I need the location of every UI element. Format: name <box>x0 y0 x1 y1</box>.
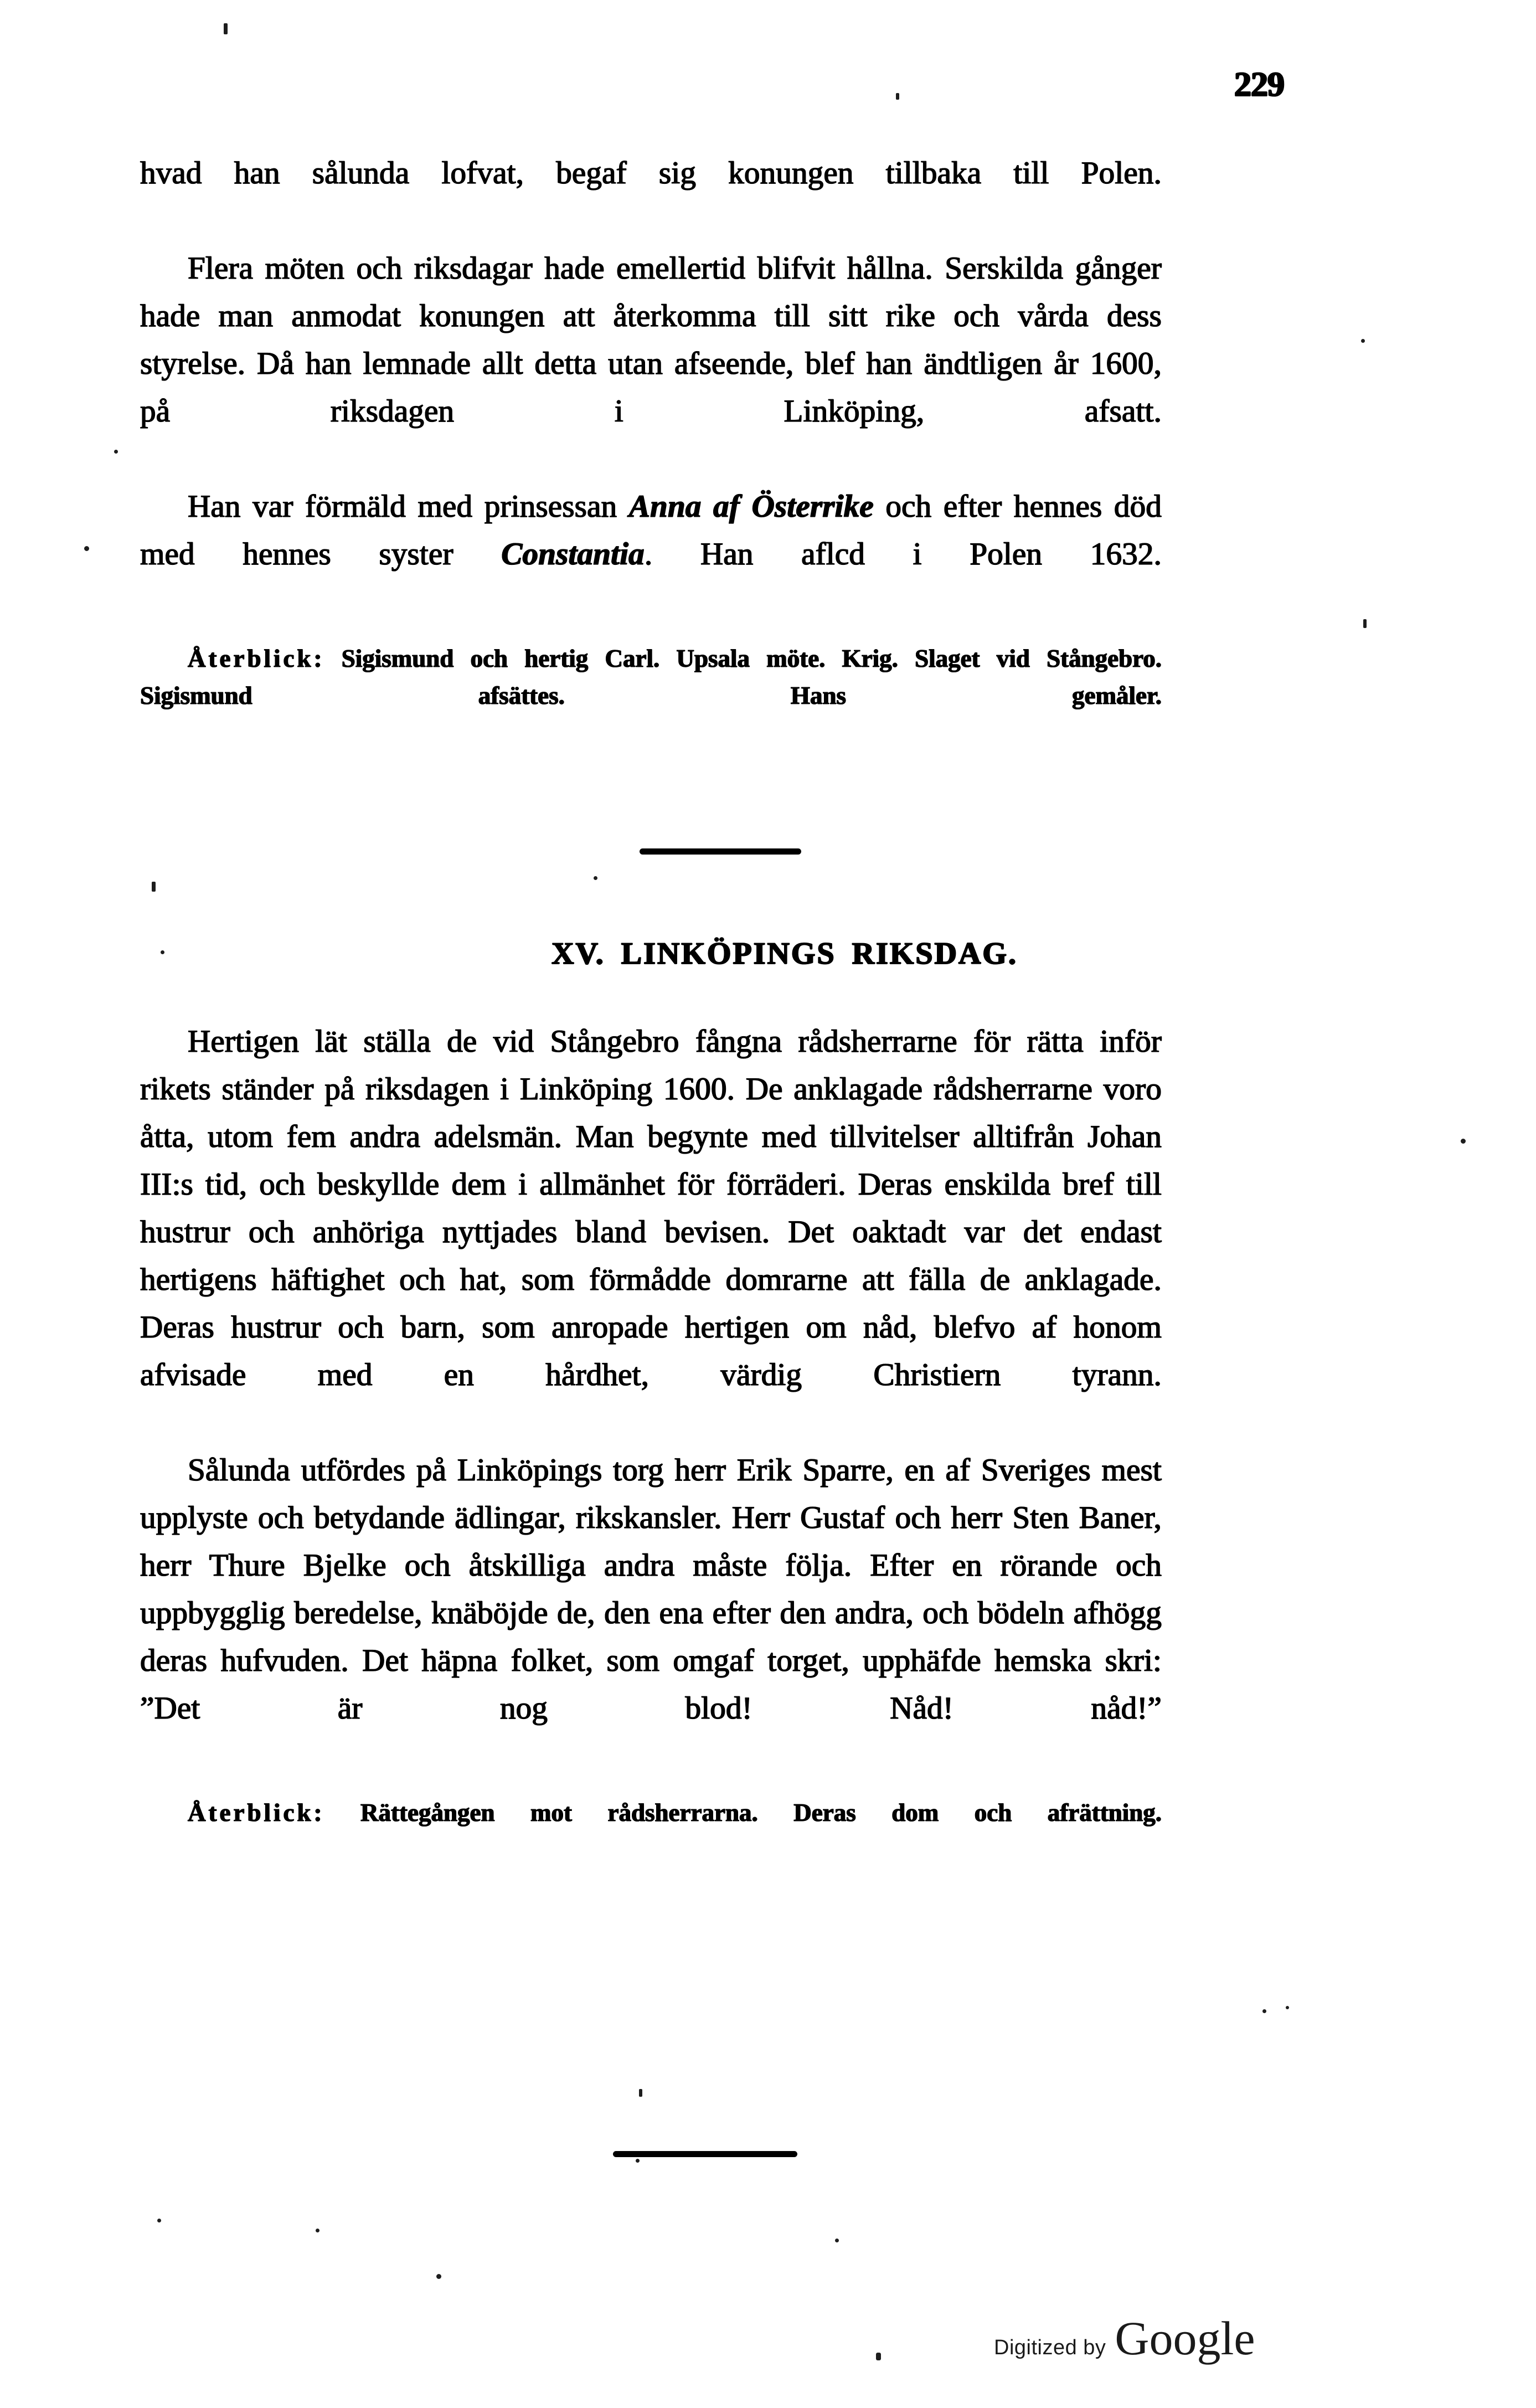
paragraph-trial: Hertigen lät ställa de vid Stångebro fångna rådsherrarne för rätta inför rikets ständer på riksdagen i Linköping 1600. De anklagade rådsherrarne voro åtta, utom fem andra adelsmän. Man begynte med tillvitelser alltifrån Johan III:s tid, och beskyllde dem i allmänhet för förräderi. Deras enskilda bref till hustrur och anhöriga nyttjades bland bevisen. Det oaktadt var det endast hertigens häftighet och hat, som förmådde domrarne att fälla de anklagade. Deras hustrur och barn, som anropade hertigen om nåd, blefvo af honom afvisade med en hårdhet, värdig Christiern tyrann. <box>140 1024 1162 1392</box>
scan-speck <box>1363 619 1367 628</box>
scan-speck <box>157 2219 161 2222</box>
scan-speck <box>224 23 228 34</box>
scan-speck <box>1361 339 1365 343</box>
person-name-anna: Anna af Österrike <box>628 489 874 524</box>
marriage-text-part-2: och efter hennes död med hennes syster <box>140 489 1162 572</box>
person-name-constantia: Constantia <box>501 537 645 572</box>
section-divider-rule <box>613 2151 797 2157</box>
scan-speck <box>896 93 899 100</box>
scan-speck <box>1286 2006 1289 2009</box>
scan-speck <box>594 876 597 880</box>
scan-speck <box>1262 2009 1266 2013</box>
paragraph-execution: Sålunda utfördes på Linköpings torg herr Erik Sparre, en af Sveriges mest upplyste och betydande ädlingar, rikskansler. Herr Gustaf och herr Sten Baner, herr Thure Bjelke och åtskilliga andra måste följa. Efter en rörande och uppbygglig beredelse, knäböjde de, den ena efter den andra, och bödeln afhögg deras hufvuden. Det häpna folket, som omgaf torget, upphäfde hemska skri: ”Det är nog blod! Nåd! nåd!” <box>140 1453 1162 1726</box>
scan-speck <box>152 882 156 892</box>
paragraph-flera-moten: Flera möten och riksdagar hade emellertid blifvit hållna. Serskilda gånger hade man anmodat konungen att återkomma till sitt rike och vårda dess styrelse. Då han lemnade allt detta utan afseende, blef han ändtligen år 1600, på riksdagen i Linköping, afsatt. <box>140 251 1162 429</box>
scan-speck <box>1461 1139 1466 1144</box>
chapter-textblock <box>140 1018 1162 1869</box>
scan-speck <box>835 2239 839 2242</box>
chapter-heading: XV. LINKÖPINGS RIKSDAG. <box>551 937 1018 971</box>
digitized-by-google-watermark <box>994 2311 1255 2366</box>
scan-speck <box>114 450 118 454</box>
scan-speck <box>436 2274 441 2279</box>
watermark-prefix-text: Digitized by <box>994 2336 1106 2359</box>
paragraph-continuation: hvad han sålunda lofvat, begaf sig konungen tillbaka till Polen. <box>140 156 1162 191</box>
scan-speck <box>876 2353 881 2360</box>
recap-text: Rättegången mot rådsherrarna. Deras dom och afrättning. <box>324 1799 1162 1826</box>
google-logo-text: Google <box>1115 2312 1255 2365</box>
recap-text: Sigismund och hertig Carl. Upsala möte. Krig. Slaget vid Stångebro. Sigismund afsättes. Hans gemåler. <box>140 645 1162 709</box>
marriage-text-part-1: Han var förmäld med prinsessan <box>188 489 629 524</box>
recap-summary-previous <box>140 640 1162 752</box>
scan-speck <box>316 2229 319 2232</box>
previous-chapter-textblock <box>140 150 1162 752</box>
recap-label: Återblick: <box>188 645 325 672</box>
scan-speck <box>639 2089 642 2097</box>
recap-summary-chapter <box>140 1794 1162 1869</box>
marriage-text-part-3: . Han aflcd i Polen 1632. <box>644 537 1162 572</box>
page-number: 229 <box>1234 66 1284 104</box>
scan-speck <box>84 546 89 551</box>
paragraph-marriage <box>140 483 1162 626</box>
section-divider-rule <box>640 848 801 855</box>
scan-speck <box>636 2159 640 2163</box>
recap-label: Återblick: <box>188 1799 325 1826</box>
